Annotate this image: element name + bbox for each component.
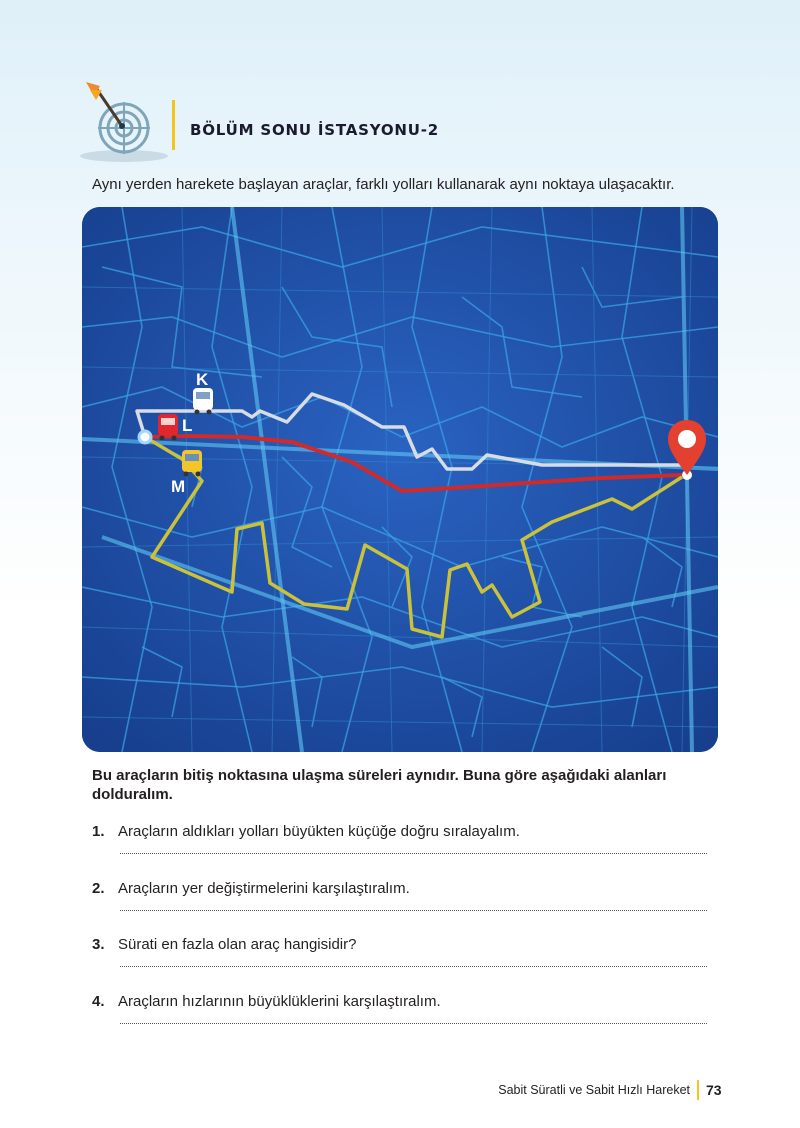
question-text: Araçların aldıkları yolları büyükten küçüğe doğru sıralayalım.: [118, 823, 520, 840]
answer-line-1[interactable]: [120, 853, 707, 854]
header-divider: [172, 100, 175, 150]
page-number: 73: [706, 1082, 722, 1098]
question-number: 1.: [92, 823, 105, 840]
footer-divider: [697, 1080, 699, 1100]
question-number: 3.: [92, 936, 105, 953]
question-number: 2.: [92, 880, 105, 897]
question-text: Araçların hızlarının büyüklüklerini karşılaştıralım.: [118, 993, 441, 1010]
intro-text: Aynı yerden harekete başlayan araçlar, farklı yolları kullanarak aynı noktaya ulaşacaktır.: [92, 176, 675, 193]
answer-line-3[interactable]: [120, 966, 707, 967]
question-number: 4.: [92, 993, 105, 1010]
question-text: Sürati en fazla olan araç hangisidir?: [118, 936, 357, 953]
vehicle-label-l: L: [182, 416, 193, 435]
question-1: [92, 823, 520, 840]
question-3: [92, 936, 356, 953]
start-point: [139, 431, 151, 443]
answer-line-2[interactable]: [120, 910, 707, 911]
vehicle-label-m: M: [171, 477, 186, 496]
route-map: [82, 207, 718, 752]
chapter-title: Sabit Süratli ve Sabit Hızlı Hareket: [498, 1083, 690, 1097]
instruction-text: Bu araçların bitiş noktasına ulaşma süreleri aynıdır. Buna göre aşağıdaki alanları dolduralım.: [92, 767, 667, 803]
question-text: Araçların yer değiştirmelerini karşılaştıralım.: [118, 880, 410, 897]
question-2: [92, 880, 410, 897]
section-title: BÖLÜM SONU İSTASYONU-2: [190, 121, 439, 139]
vehicle-label-k: K: [196, 370, 209, 389]
answer-line-4[interactable]: [120, 1023, 707, 1024]
dart-target-icon: [78, 78, 170, 166]
question-4: [92, 993, 441, 1010]
